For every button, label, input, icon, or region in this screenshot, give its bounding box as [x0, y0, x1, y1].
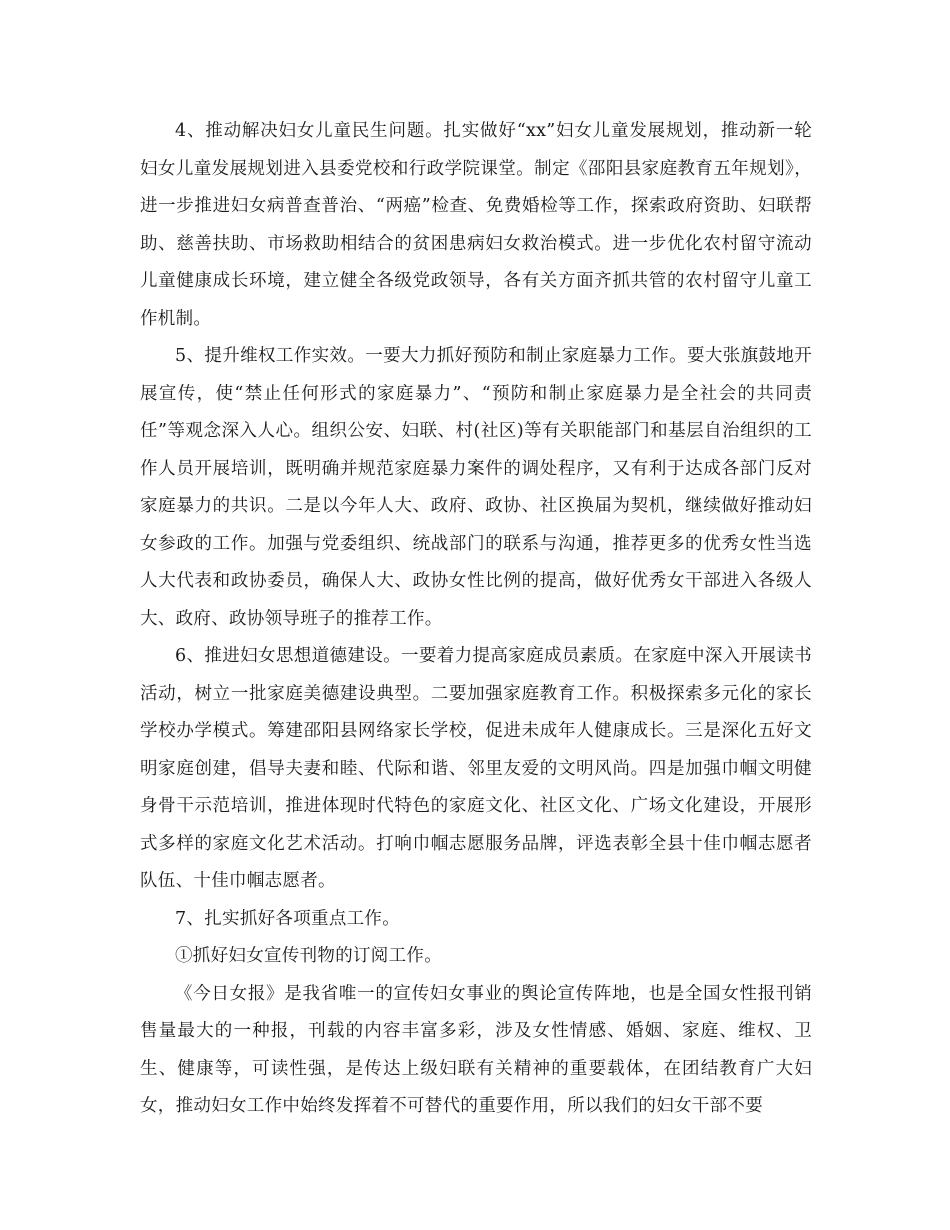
- paragraph-subitem-1-heading: ①抓好妇女宣传刊物的订阅工作。: [175, 946, 442, 966]
- paragraph-jinri-nvbao: 《今日女报》是我省唯一的宣传妇女事业的舆论宣传阵地，也是全国女性报刊销售量最大的一种报，刊载的内容丰富多彩，涉及女性情感、婚姻、家庭、维权、卫生、健康等，可读性强，是传达上级妇联有关精神的重要载体，在团结教育广大妇女，推动妇女工作中始终发挥着不可替代的重要作用，所以我们的妇女干部不要: [140, 983, 812, 1116]
- document-body: [140, 113, 812, 1126]
- paragraph-item-7-heading: 7、扎实抓好各项重点工作。: [175, 908, 401, 929]
- paragraph-item-6: 6、推进妇女思想道德建设。一要着力提高家庭成员素质。在家庭中深入开展读书活动，树立一批家庭美德建设典型。二要加强家庭教育工作。积极探索多元化的家长学校办学模式。筹建邵阳县网络家长学校，促进未成年人健康成长。三是深化五好文明家庭创建，倡导夫妻和睦、代际和谐、邻里友爱的文明风尚。四是加强巾帼文明健身骨干示范培训，推进体现时代特色的家庭文化、社区文化、广场文化建设，开展形式多样的家庭文化艺术活动。打响巾帼志愿服务品牌，评选表彰全县十佳巾帼志愿者队伍、十佳巾帼志愿者。: [140, 646, 812, 891]
- paragraph-item-5: 5、提升维权工作实效。一要大力抓好预防和制止家庭暴力工作。要大张旗鼓地开展宣传，使“禁止任何形式的家庭暴力”、“预防和制止家庭暴力是全社会的共同责任”等观念深入人心。组织公安、妇联、村(社区)等有关职能部门和基层自治组织的工作人员开展培训，既明确并规范家庭暴力案件的调处程序，又有利于达成各部门反对家庭暴力的共识。二是以今年人大、政府、政协、社区换届为契机，继续做好推动妇女参政的工作。加强与党委组织、统战部门的联系与沟通，推荐更多的优秀女性当选人大代表和政协委员，确保人大、政协女性比例的提高，做好优秀女干部进入各级人大、政府、政协领导班子的推荐工作。: [140, 346, 812, 629]
- paragraph-item-4: 4、推动解决妇女儿童民生问题。扎实做好“xx”妇女儿童发展规划，推动新一轮妇女儿童发展规划进入县委党校和行政学院课堂。制定《邵阳县家庭教育五年规划》，进一步推进妇女病普查普治、“两癌”检查、免费婚检等工作，探索政府资助、妇联帮助、慈善扶助、市场救助相结合的贫困患病妇女救治模式。进一步优化农村留守流动儿童健康成长环境，建立健全各级党政领导，各有关方面齐抓共管的农村留守儿童工作机制。: [140, 121, 812, 329]
